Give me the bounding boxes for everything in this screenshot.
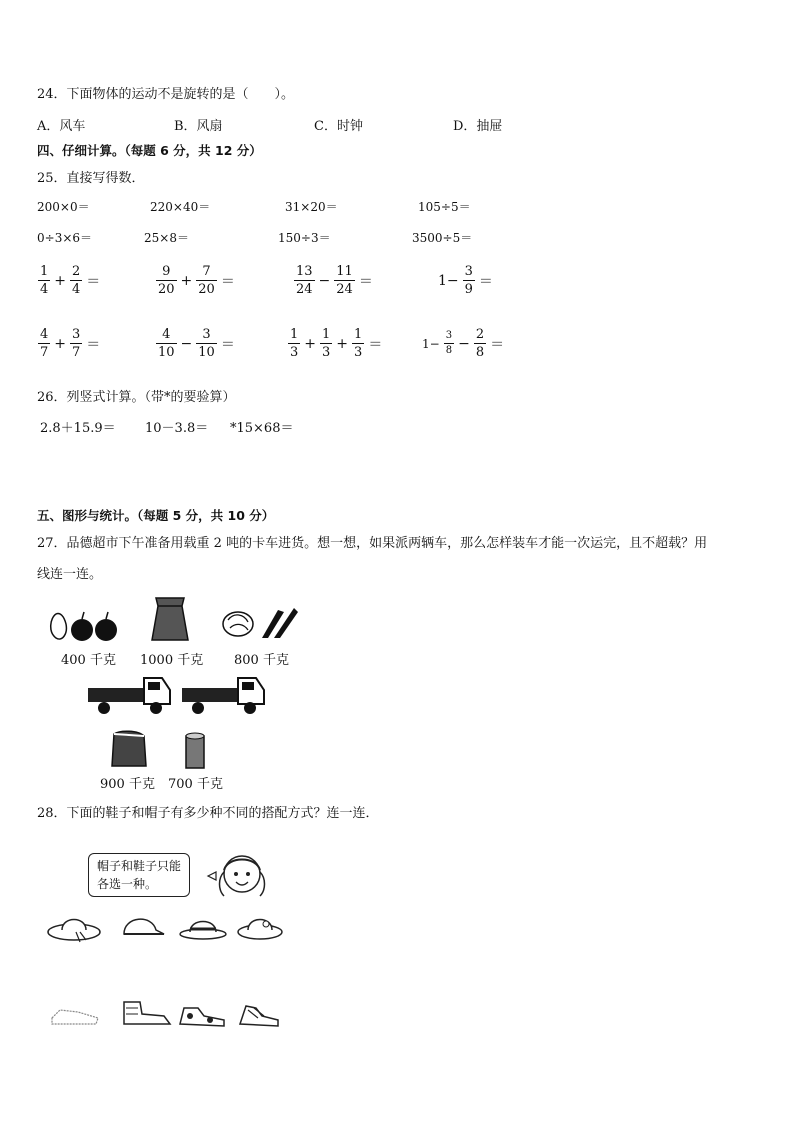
q28-stem: 28．下面的鞋子和帽子有多少种不同的搭配方式？连一连．: [37, 806, 379, 821]
fraction: $\frac{9}{20}$: [158, 264, 175, 297]
fraction: $\frac{1}{3}$: [354, 327, 363, 360]
fruit-icon: [44, 606, 124, 646]
q25-r1-c1: 200×0＝: [37, 200, 90, 214]
speech-bubble: [88, 853, 190, 897]
fraction: $\frac{3}{10}$: [198, 327, 215, 360]
fraction: $\frac{7}{20}$: [198, 264, 215, 297]
frac-expr-2: $\frac{9}{20}$ + $\frac{7}{20}$ ＝: [158, 264, 235, 297]
sandal-icon: [236, 998, 282, 1030]
q24-option-b: B．风扇: [174, 119, 223, 134]
goods-label-vegetables: 800 千克: [234, 653, 289, 668]
q25-r1-c3: 31×20＝: [285, 200, 338, 214]
bubble-text-line2: 各选一种。: [97, 877, 158, 891]
fraction: $\frac{4}{7}$: [40, 327, 49, 360]
goods-label-sack: 1000 千克: [140, 653, 204, 668]
shoe-icon: [48, 1002, 102, 1028]
hat-icon: [46, 910, 102, 944]
fraction: $\frac{3}{8}$: [445, 330, 453, 356]
fraction: $\frac{4}{10}$: [158, 327, 175, 360]
cap-icon: [118, 910, 166, 944]
frac-expr-3: $\frac{13}{24}$ − $\frac{11}{24}$ ＝: [296, 264, 373, 297]
fraction: $\frac{3}{9}$: [464, 264, 473, 297]
q24-option-d: D．抽屉: [453, 119, 503, 134]
can-icon: [184, 732, 208, 770]
truck-icon: [180, 672, 268, 716]
fraction: $\frac{1}{3}$: [322, 327, 331, 360]
q25-stem: 25．直接写得数．: [37, 171, 145, 186]
sneaker-icon: [176, 998, 228, 1030]
fraction: $\frac{1}{3}$: [290, 327, 299, 360]
goods-label-bag: 900 千克: [100, 777, 155, 792]
goods-label-fruit: 400 千克: [61, 653, 116, 668]
q26-stem: 26．列竖式计算。（带*的要验算）: [37, 390, 236, 405]
q24-stem: 24．下面物体的运动不是旋转的是（ ）。: [37, 87, 295, 102]
q27-stem-line2: 线连一连。: [37, 567, 103, 582]
q25-r2-c2: 25×8＝: [144, 231, 189, 245]
q26-item-3: *15×68＝: [230, 421, 294, 436]
girl-avatar-icon: [206, 850, 276, 900]
q25-r1-c4: 105÷5＝: [418, 200, 471, 214]
frac-expr-4: 1− $\frac{3}{9}$ ＝: [438, 264, 493, 297]
fedora-icon: [178, 912, 228, 942]
frac-expr-5: $\frac{4}{7}$ + $\frac{3}{7}$ ＝: [40, 327, 101, 360]
q25-r2-c4: 3500÷5＝: [412, 231, 473, 245]
fraction: $\frac{2}{8}$: [475, 327, 485, 360]
section4-title: 四、仔细计算。（每题 6 分，共 12 分）: [37, 143, 262, 158]
q26-item-1: 2.8＋15.9＝: [40, 421, 116, 436]
bubble-text-line1: 帽子和鞋子只能: [97, 859, 182, 873]
q24-option-a: A．风车: [37, 119, 86, 134]
q24-option-c: C．时钟: [314, 119, 363, 134]
frac-expr-7: $\frac{1}{3}$ + $\frac{1}{3}$ + $\frac{1}{3}$ ＝: [290, 327, 383, 360]
bag-icon: [108, 728, 150, 770]
q26-item-2: 10－3.8＝: [145, 421, 209, 436]
sack-icon: [148, 592, 192, 642]
truck-icon: [86, 672, 174, 716]
goods-label-can: 700 千克: [168, 777, 223, 792]
q25-r2-c3: 150÷3＝: [278, 231, 331, 245]
fraction: $\frac{11}{24}$: [336, 264, 353, 297]
fraction: $\frac{1}{4}$: [40, 264, 49, 297]
fraction: $\frac{2}{4}$: [72, 264, 81, 297]
frac-expr-6: $\frac{4}{10}$ − $\frac{3}{10}$ ＝: [158, 327, 235, 360]
section5-title: 五、图形与统计。（每题 5 分，共 10 分）: [37, 508, 275, 523]
fraction: $\frac{3}{7}$: [72, 327, 81, 360]
q25-r2-c1: 0÷3×6＝: [37, 231, 93, 245]
q25-r1-c2: 220×40＝: [150, 200, 211, 214]
frac-expr-8: 1− $\frac{3}{8}$ − $\frac{2}{8}$ ＝: [422, 327, 505, 360]
q27-stem-line1: 27．品德超市下午准备用载重 2 吨的卡车进货。想一想，如果派两辆车，那么怎样装车才能一次运完，且不超载？用: [37, 536, 708, 551]
fraction: $\frac{13}{24}$: [296, 264, 313, 297]
boot-icon: [118, 996, 174, 1030]
frac-expr-1: $\frac{1}{4}$ + $\frac{2}{4}$ ＝: [40, 264, 101, 297]
vegetables-icon: [220, 602, 300, 640]
sun-hat-icon: [236, 910, 284, 942]
